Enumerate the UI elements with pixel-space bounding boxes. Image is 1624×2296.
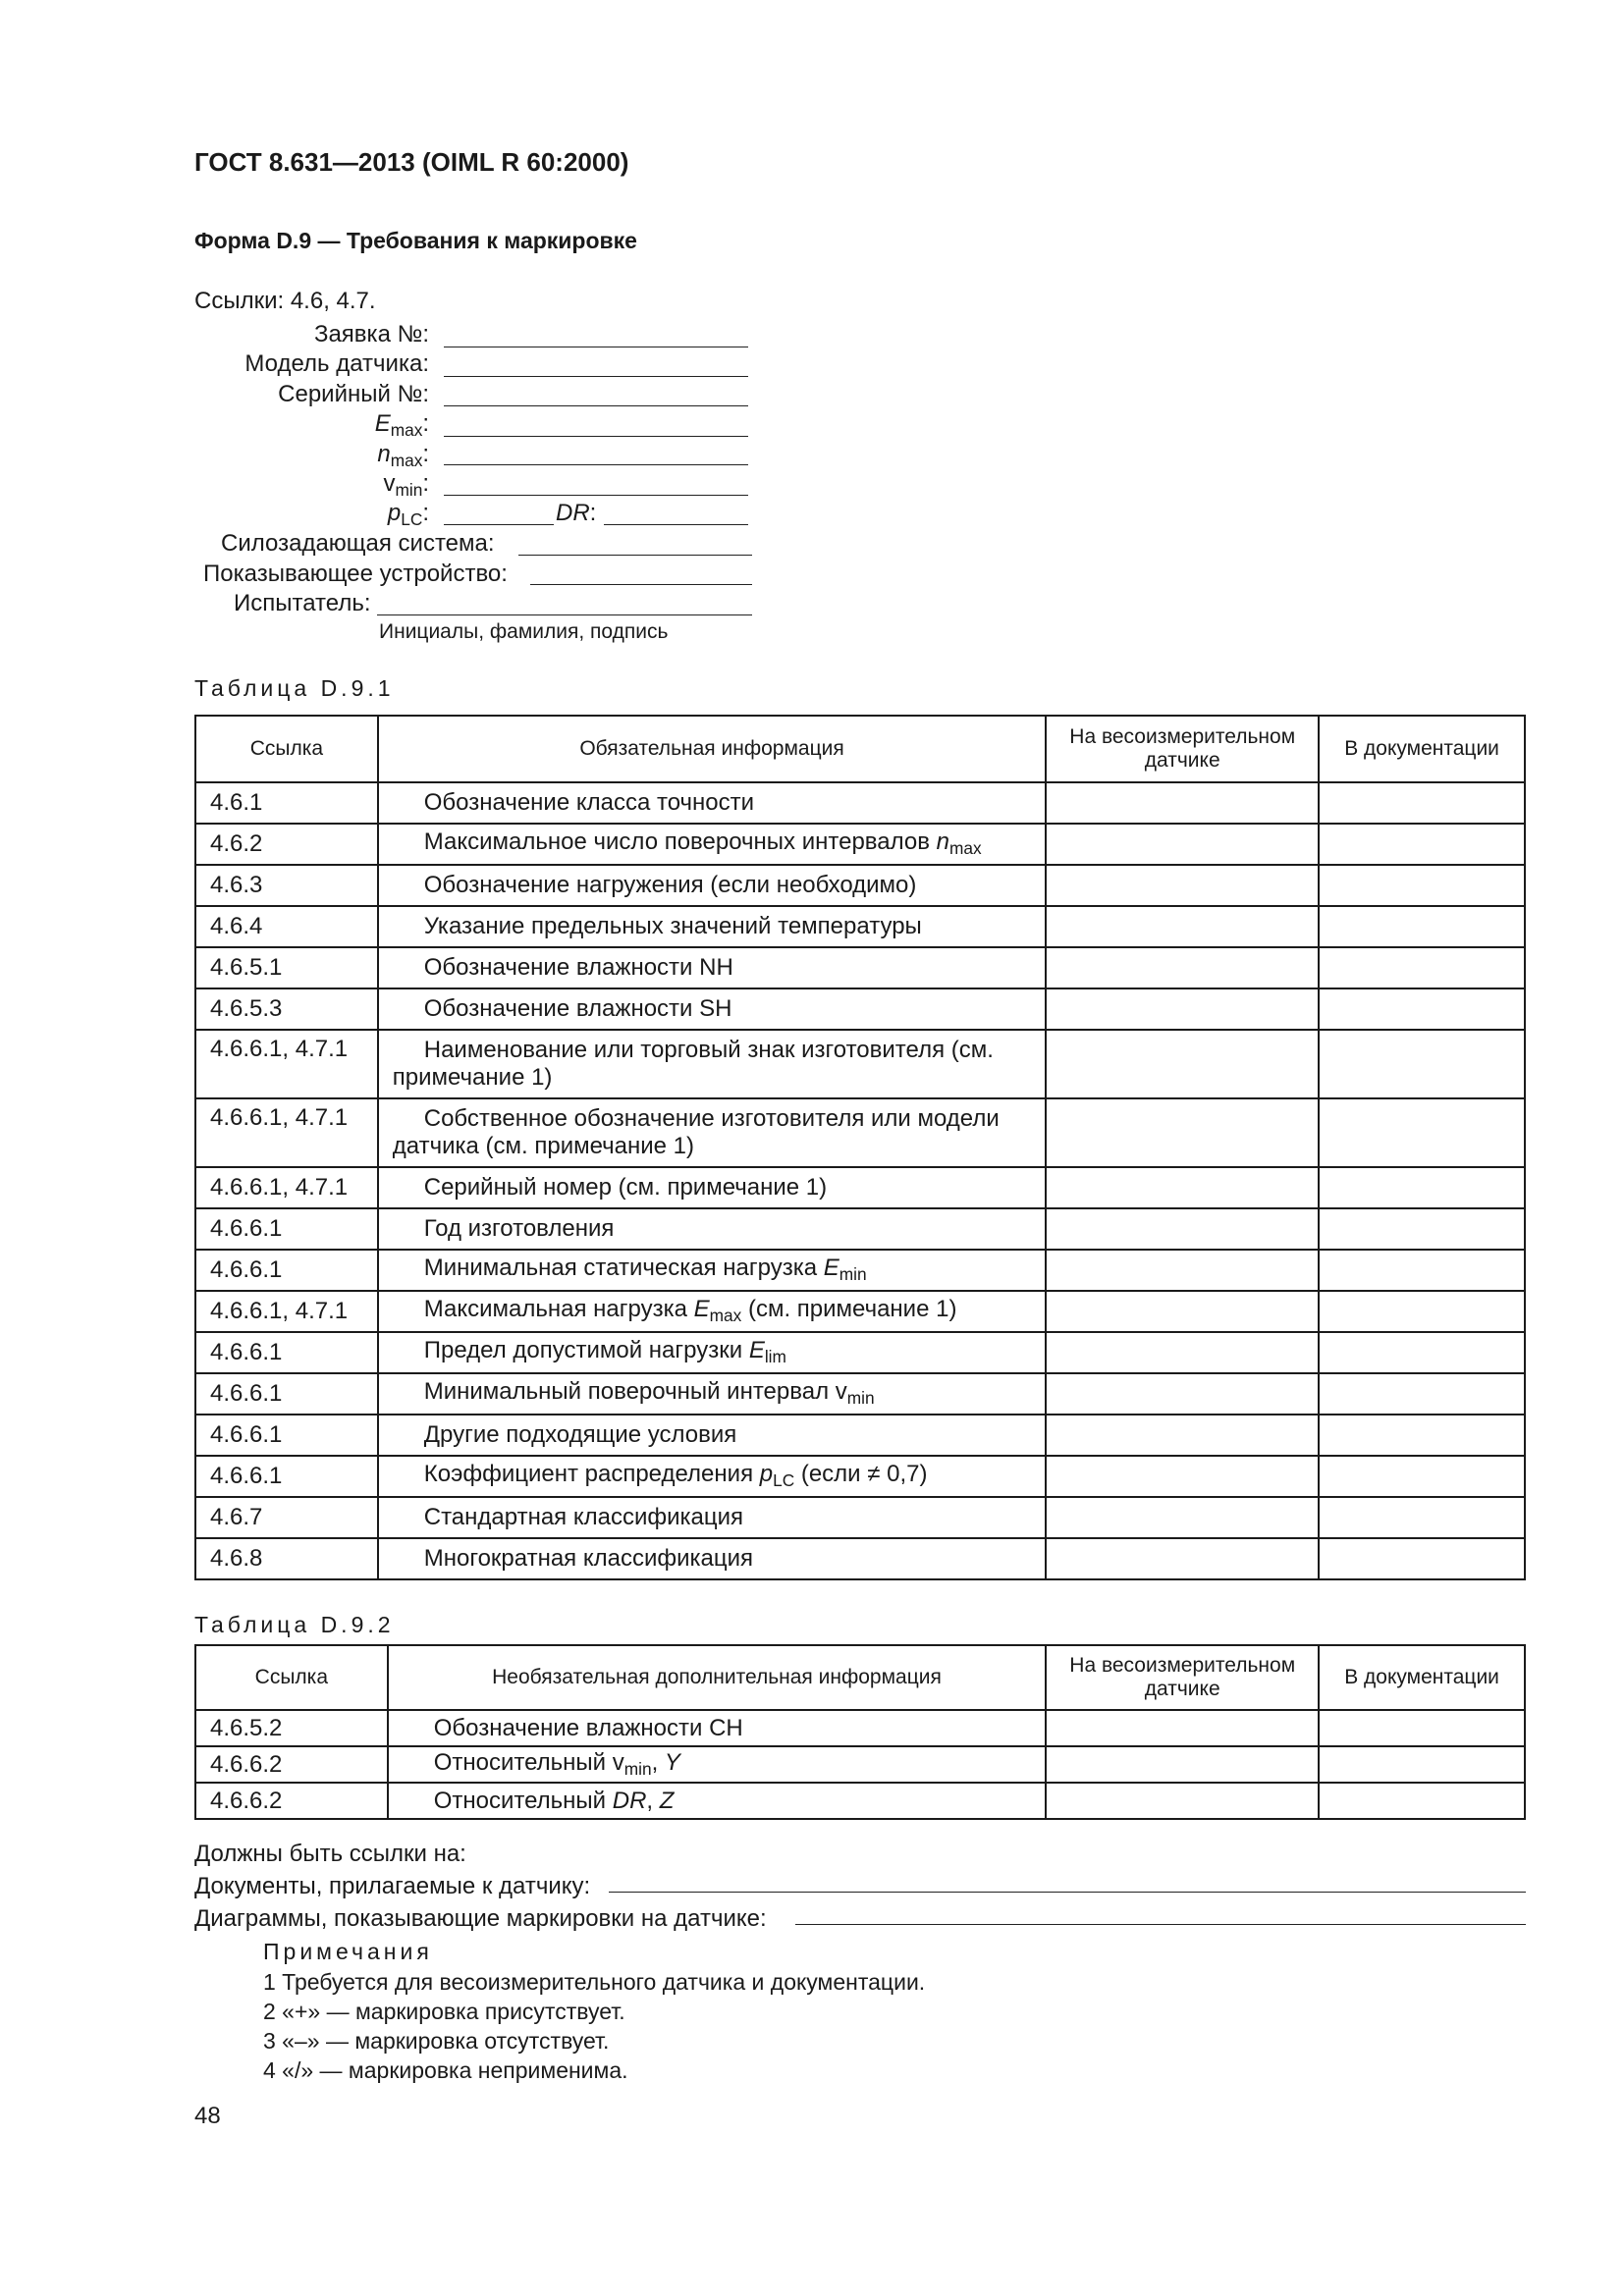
table-row [195,906,1525,947]
note-item: 1 Требуется для весоизмерительного датчика и документации. [263,1969,926,1995]
in-docs-cell[interactable] [1319,824,1525,865]
ref-cell: 4.6.6.1, 4.7.1 [195,1030,378,1098]
info-cell: Стандартная классификация [378,1497,1047,1538]
in-docs-cell[interactable] [1319,988,1525,1030]
ref-cell: 4.6.6.1, 4.7.1 [195,1098,378,1167]
on-cell-cell[interactable] [1046,1030,1319,1098]
notes-list [263,1967,925,2085]
ref-cell: 4.6.3 [195,865,378,906]
info-cell: Год изготовления [378,1208,1047,1250]
info-cell: Указание предельных значений температуры [378,906,1047,947]
in-docs-cell[interactable] [1319,1208,1525,1250]
table-row [195,947,1525,988]
info-cell: Минимальная статическая нагрузка $E_{min}$ [378,1250,1047,1291]
in-docs-cell[interactable] [1319,1167,1525,1208]
note-item: 4 «/» — маркировка неприменима. [263,2057,628,2083]
page-number: 48 [194,2103,221,2129]
table-row [195,1291,1525,1332]
in-docs-cell[interactable] [1319,1415,1525,1456]
on-cell-cell[interactable] [1046,988,1319,1030]
table-row [195,1783,1525,1819]
on-cell-cell[interactable] [1046,865,1319,906]
in-docs-cell[interactable] [1319,1332,1525,1373]
on-cell-cell[interactable] [1046,1497,1319,1538]
documents-label: Документы, прилагаемые к датчику: [194,1873,591,1899]
table-row [195,824,1525,865]
application-label: Заявка №: [313,321,429,347]
on-cell-cell[interactable] [1046,1167,1319,1208]
form-references: Ссылки: 4.6, 4.7. [194,288,376,314]
ref-cell: 4.6.5.2 [195,1710,388,1746]
ref-cell: 4.6.1 [195,782,378,824]
in-docs-cell[interactable] [1319,1250,1525,1291]
col-header-ref: Ссылка [195,716,378,782]
info-cell: Собственное обозначение изготовителя или модели датчика (см. примечание 1) [378,1098,1047,1167]
tester-label: Испытатель: [234,590,371,616]
document-header: ГОСТ 8.631—2013 (OIML R 60:2000) [194,147,629,177]
in-docs-cell[interactable] [1319,782,1525,824]
ref-cell: 4.6.6.1, 4.7.1 [195,1291,378,1332]
on-cell-cell[interactable] [1046,1746,1319,1783]
table-row [195,1332,1525,1373]
in-docs-cell[interactable] [1319,1456,1525,1497]
table-row [195,1538,1525,1579]
col-header-on-cell: На весоизмерительном датчике [1046,1645,1319,1710]
in-docs-cell[interactable] [1319,1098,1525,1167]
on-cell-cell[interactable] [1046,1208,1319,1250]
info-cell: Серийный номер (см. примечание 1) [378,1167,1047,1208]
note-item: 3 «–» — маркировка отсутствует. [263,2028,610,2054]
info-cell: Обозначение нагружения (если необходимо) [378,865,1047,906]
ref-cell: 4.6.2 [195,824,378,865]
on-cell-cell[interactable] [1046,1098,1319,1167]
in-docs-cell[interactable] [1319,1291,1525,1332]
in-docs-cell[interactable] [1319,1538,1525,1579]
plc-field[interactable] [444,503,554,525]
info-cell: Наименование или торговый знак изготовителя (см. примечание 1) [378,1030,1047,1098]
col-header-on-cell: На весоизмерительном датчике [1046,716,1319,782]
notes-title: Примечания [263,1939,433,1964]
table-row [195,1098,1525,1167]
form-title: Форма D.9 — Требования к маркировке [194,228,637,253]
info-cell: Обозначение влажности SH [378,988,1047,1030]
on-cell-cell[interactable] [1046,906,1319,947]
table-row [195,1746,1525,1783]
serial-field[interactable] [444,384,748,406]
model-label: Модель датчика: [244,350,429,377]
col-header-in-docs: В документации [1319,1645,1525,1710]
info-cell: Коэффициент распределения $p_{LC}$ (если ≠ 0,7) [378,1456,1047,1497]
diagrams-field[interactable] [795,1902,1526,1925]
table-row [195,865,1525,906]
on-cell-cell[interactable] [1046,1373,1319,1415]
diagrams-label: Диаграммы, показывающие маркировки на датчике: [194,1905,767,1932]
indicator-label: Показывающее устройство: [203,561,508,587]
info-cell: Относительный DR, Z [388,1783,1047,1819]
on-cell-cell[interactable] [1046,1538,1319,1579]
in-docs-cell[interactable] [1319,1710,1525,1746]
in-docs-cell[interactable] [1319,947,1525,988]
info-cell: Относительный $v_{min}$, Y [388,1746,1047,1783]
ref-cell: 4.6.6.1 [195,1415,378,1456]
info-cell: Максимальная нагрузка $E_{max}$ (см. примечание 1) [378,1291,1047,1332]
tester-field[interactable] [377,593,752,615]
table2-caption: Таблица D.9.2 [194,1612,395,1637]
ref-cell: 4.6.7 [195,1497,378,1538]
application-field[interactable] [444,325,748,347]
table-row [195,782,1525,824]
info-cell: Другие подходящие условия [378,1415,1047,1456]
force-system-label: Силозадающая система: [221,530,495,557]
table-row [195,1456,1525,1497]
on-cell-cell[interactable] [1046,1332,1319,1373]
vmin-label: $v_{min}$: [383,470,429,501]
table-row [195,1208,1525,1250]
on-cell-cell[interactable] [1046,824,1319,865]
col-header-info: Необязательная дополнительная информация [388,1645,1047,1710]
on-cell-cell[interactable] [1046,947,1319,988]
dr-label: DR: [556,500,597,526]
documents-field[interactable] [609,1870,1526,1893]
ref-cell: 4.6.6.1 [195,1208,378,1250]
vmin-field[interactable] [444,473,748,496]
col-header-in-docs: В документации [1319,716,1525,782]
model-field[interactable] [444,354,748,377]
in-docs-cell[interactable] [1319,1373,1525,1415]
col-header-info: Обязательная информация [378,716,1047,782]
on-cell-cell[interactable] [1046,1415,1319,1456]
info-cell: Обозначение класса точности [378,782,1047,824]
info-cell: Обозначение влажности NH [378,947,1047,988]
in-docs-cell[interactable] [1319,906,1525,947]
info-cell: Минимальный поверочный интервал $v_{min}$ [378,1373,1047,1415]
in-docs-cell[interactable] [1319,865,1525,906]
signature-caption: Инициалы, фамилия, подпись [379,620,669,643]
references-intro: Должны быть ссылки на: [194,1841,466,1867]
nmax-label: $n_{max}$: [377,441,429,471]
indicator-field[interactable] [530,562,752,585]
on-cell-cell[interactable] [1046,1783,1319,1819]
table-row [195,1167,1525,1208]
on-cell-cell[interactable] [1046,1456,1319,1497]
in-docs-cell[interactable] [1319,1746,1525,1783]
table-row [195,1250,1525,1291]
info-cell: Обозначение влажности CH [388,1710,1047,1746]
table-row [195,1710,1525,1746]
note-item: 2 «+» — маркировка присутствует. [263,1999,625,2024]
table-row [195,1415,1525,1456]
in-docs-cell[interactable] [1319,1783,1525,1819]
ref-cell: 4.6.8 [195,1538,378,1579]
table-row [195,1497,1525,1538]
ref-cell: 4.6.4 [195,906,378,947]
table-row [195,988,1525,1030]
on-cell-cell[interactable] [1046,782,1319,824]
ref-cell: 4.6.5.1 [195,947,378,988]
dr-field[interactable] [604,503,748,525]
info-cell: Многократная классификация [378,1538,1047,1579]
ref-cell: 4.6.6.2 [195,1783,388,1819]
info-cell: Максимальное число поверочных интервалов $n_{max}$ [378,824,1047,865]
on-cell-cell[interactable] [1046,1291,1319,1332]
in-docs-cell[interactable] [1319,1030,1525,1098]
emax-field[interactable] [444,414,748,437]
on-cell-cell[interactable] [1046,1250,1319,1291]
on-cell-cell[interactable] [1046,1710,1319,1746]
table-d91 [194,715,1526,1580]
table1-caption: Таблица D.9.1 [194,675,395,701]
plc-label: $p_{LC}$: [387,500,429,530]
ref-cell: 4.6.5.3 [195,988,378,1030]
force-system-field[interactable] [518,533,752,556]
table-d92 [194,1644,1526,1820]
in-docs-cell[interactable] [1319,1497,1525,1538]
ref-cell: 4.6.6.1 [195,1456,378,1497]
table-row [195,1373,1525,1415]
ref-cell: 4.6.6.1 [195,1250,378,1291]
serial-label: Серийный №: [278,381,429,407]
nmax-field[interactable] [444,443,748,465]
ref-cell: 4.6.6.1 [195,1373,378,1415]
info-cell: Предел допустимой нагрузки $E_{lim}$ [378,1332,1047,1373]
col-header-ref: Ссылка [195,1645,388,1710]
ref-cell: 4.6.6.1 [195,1332,378,1373]
ref-cell: 4.6.6.1, 4.7.1 [195,1167,378,1208]
emax-label: $E_{max}$: [374,410,429,441]
table-row [195,1030,1525,1098]
ref-cell: 4.6.6.2 [195,1746,388,1783]
